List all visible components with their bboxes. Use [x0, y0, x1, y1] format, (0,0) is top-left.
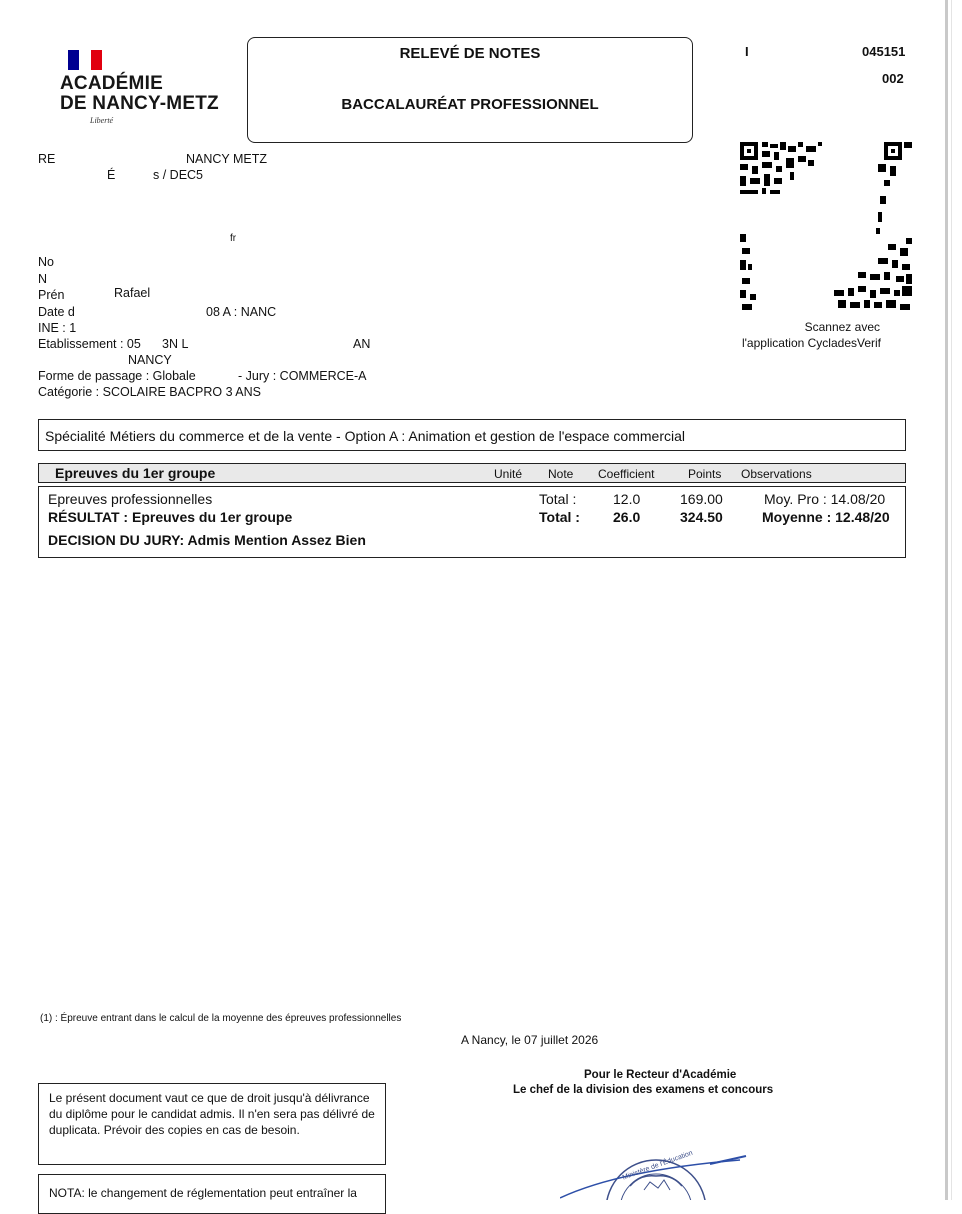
academy-motto: Liberté — [90, 116, 114, 125]
academy-name-line1: ACADÉMIE — [60, 73, 163, 94]
scan-instruction-line1: Scannez avec — [804, 320, 880, 334]
results-table-header — [38, 463, 906, 483]
signatory-department: Le chef de la division des examens et concours — [513, 1084, 774, 1096]
table-header-title: Epreuves du 1er groupe — [55, 465, 216, 481]
service-line2-end: s / DEC5 — [153, 168, 204, 182]
official-seal-icon — [560, 1130, 760, 1200]
academy-name — [60, 74, 219, 114]
results-table-body — [38, 486, 906, 558]
row-result-points: 324.50 — [680, 509, 723, 525]
page-edge — [945, 0, 948, 1200]
footnote: (1) : Épreuve entrant dans le calcul de la moyenne des épreuves professionnelles — [40, 1013, 402, 1024]
academy-name-line2: DE NANCY-METZ — [60, 93, 219, 114]
marianne-flag-icon — [68, 50, 102, 70]
candidate-category: Catégorie : SCOLAIRE BACPRO 3 ANS — [38, 385, 262, 399]
candidate-birth-label: Date d — [38, 305, 75, 319]
service-email-fragment: fr — [230, 233, 237, 244]
row-result-average: Moyenne : 12.48/20 — [762, 509, 890, 525]
row-result-total-label: Total : — [539, 509, 580, 525]
document-subtitle: BACCALAURÉAT PROFESSIONNEL — [341, 96, 599, 113]
service-line1-start: RE — [38, 152, 56, 166]
signatory-title: Pour le Recteur d'Académie — [584, 1069, 737, 1081]
candidate-birth-value: 08 A : NANC — [206, 305, 277, 319]
candidate-firstname: Rafael — [114, 286, 151, 300]
exam-passage-form: Forme de passage : Globale — [38, 369, 196, 383]
column-header-observations: Observations — [741, 467, 812, 481]
service-line1-end: NANCY METZ — [186, 152, 268, 166]
specialty-box — [38, 419, 906, 451]
row-result-label: RÉSULTAT : Epreuves du 1er groupe — [48, 509, 293, 525]
establishment-city: NANCY — [128, 353, 172, 367]
verification-qr-code-icon — [738, 138, 918, 318]
document-title: RELEVÉ DE NOTES — [399, 45, 541, 62]
document-title-box — [247, 37, 693, 143]
candidate-firstname-label: Prén — [38, 288, 65, 302]
reference-prefix: I — [745, 44, 749, 59]
nota-box — [38, 1174, 386, 1214]
reference-suffix: 002 — [882, 71, 904, 86]
scan-instruction-line2: l'application CycladesVerif — [741, 336, 881, 350]
candidate-birthname-label: N — [38, 272, 48, 286]
row-professional-coefficient: 12.0 — [613, 491, 641, 507]
row-professional-total-label: Total : — [539, 491, 577, 507]
row-result-coefficient: 26.0 — [613, 509, 641, 525]
jury-decision: DECISION DU JURY: Admis Mention Assez Bien — [48, 532, 366, 548]
column-header-unit: Unité — [494, 467, 523, 481]
page-edge-shadow — [951, 0, 952, 1200]
row-professional-points: 169.00 — [680, 491, 723, 507]
specialty-text: Spécialité Métiers du commerce et de la vente - Option A : Animation et gestion de l'espace commercial — [45, 428, 685, 444]
svg-text:Ministère de l'Éducation: Ministère de l'Éducation — [621, 1149, 694, 1182]
reference-number: 045151 — [862, 44, 906, 59]
validity-notice-text: Le présent document vaut ce que de droit jusqu'à délivrance du diplôme pour le candidat admis. Il n'en sera pas délivré de duplicata. Prévoir des copies en cas de besoin. — [49, 1091, 375, 1137]
column-header-coefficient: Coefficient — [598, 467, 655, 481]
nota-text: NOTA: le changement de réglementation peut entraîner la — [49, 1186, 357, 1200]
validity-notice-box — [38, 1083, 386, 1165]
candidate-ine: INE : 1 — [38, 321, 77, 335]
row-professional-label: Epreuves professionnelles — [48, 491, 213, 507]
establishment-label: Etablissement : 05 — [38, 337, 141, 351]
column-header-points: Points — [688, 467, 722, 481]
establishment-code: 3N L — [162, 337, 189, 351]
establishment-name-end: AN — [353, 337, 371, 351]
service-line2-start: É — [107, 168, 116, 182]
row-professional-average: Moy. Pro : 14.08/20 — [764, 491, 886, 507]
column-header-note: Note — [548, 467, 574, 481]
candidate-name-label: No — [38, 255, 54, 269]
exam-jury: - Jury : COMMERCE-A — [238, 369, 367, 383]
place-and-date: A Nancy, le 07 juillet 2026 — [461, 1033, 599, 1047]
